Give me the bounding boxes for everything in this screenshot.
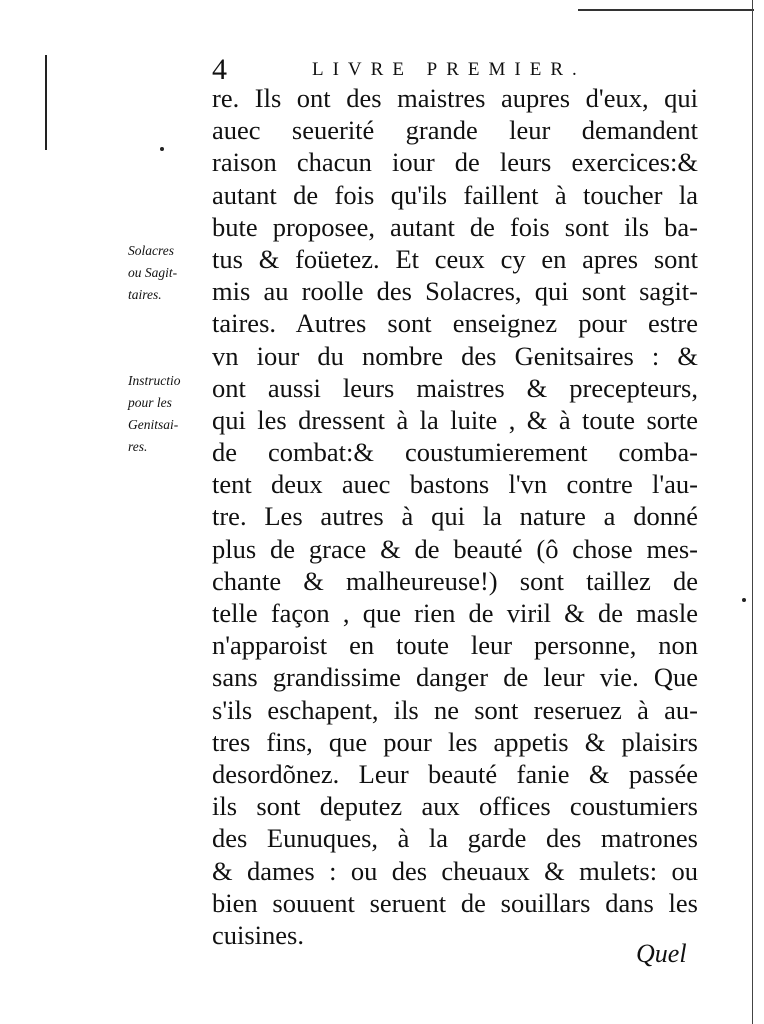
text-line: sans grandissime danger de leur vie. Que xyxy=(212,662,698,693)
text-line: tre. Les autres à qui la nature a donné xyxy=(212,501,698,532)
marginal-note-line: Solacres xyxy=(128,243,174,258)
body-text xyxy=(212,82,698,951)
text-line: raison chacun iour de leurs exercices:& xyxy=(212,147,698,178)
text-line: bute proposee, autant de fois sont ils ba- xyxy=(212,211,698,242)
scan-edge-left xyxy=(45,55,47,150)
text-line: s'ils eschapent, ils ne sont reseruez à au- xyxy=(212,694,698,725)
text-line: taires. Autres sont enseignez pour estre xyxy=(212,308,698,339)
text-line: n'apparoist en toute leur personne, non xyxy=(212,630,698,661)
text-line: desordõnez. Leur beauté fanie & passée xyxy=(212,758,698,789)
text-line: autant de fois qu'ils faillent à toucher la xyxy=(212,179,698,210)
marginal-note-line: taires. xyxy=(128,287,162,302)
running-title: LIVRE PREMIER. xyxy=(312,59,586,80)
ink-speck xyxy=(742,598,746,602)
text-line: chante & malheureuse!) sont taillez de xyxy=(212,565,698,596)
text-line: mis au roolle des Solacres, qui sont sagit- xyxy=(212,276,698,307)
ink-speck xyxy=(160,147,164,151)
marginal-note-line: ou Sagit- xyxy=(128,265,178,280)
text-line: vn iour du nombre des Genitsaires : & xyxy=(212,340,698,371)
text-line: des Eunuques, à la garde des matrones xyxy=(212,823,698,854)
text-line: bien souuent seruent de souillars dans les xyxy=(212,887,698,918)
marginal-note-line: Instructio xyxy=(128,373,181,388)
text-line: plus de grace & de beauté (ô chose mes- xyxy=(212,533,698,564)
text-line: telle façon , que rien de viril & de masle xyxy=(212,598,698,628)
text-line: ils sont deputez aux offices coustumiers xyxy=(212,791,698,822)
text-line: qui les dressent à la luite , & à toute sorte xyxy=(212,404,698,435)
text-line: tus & foüetez. Et ceux cy en apres sont xyxy=(212,243,698,274)
text-line: tent deux auec bastons l'vn contre l'au- xyxy=(212,469,698,500)
marginal-note-line: res. xyxy=(128,439,148,454)
scan-edge-top xyxy=(578,9,754,11)
marginal-note-instruction xyxy=(128,370,206,458)
text-line: ont aussi leurs maistres & precepteurs, xyxy=(212,372,698,403)
catchword: Quel xyxy=(636,939,687,968)
text-line: de combat:& coustumierement comba- xyxy=(212,437,698,468)
text-line: tres fins, que pour les appetis & plaisirs xyxy=(212,726,698,757)
text-line: auec seuerité grande leur demandent xyxy=(212,115,698,146)
text-line: & dames : ou des cheuaux & mulets: ou xyxy=(212,855,698,886)
scan-edge-right xyxy=(752,0,753,1024)
text-line: re. Ils ont des maistres aupres d'eux, qui xyxy=(212,83,698,113)
marginal-note-solacres xyxy=(128,240,206,306)
marginal-note-line: pour les xyxy=(128,395,172,410)
text-line: cuisines. xyxy=(212,919,304,950)
marginal-note-line: Genitsai- xyxy=(128,417,179,432)
page-number: 4 xyxy=(212,53,227,86)
